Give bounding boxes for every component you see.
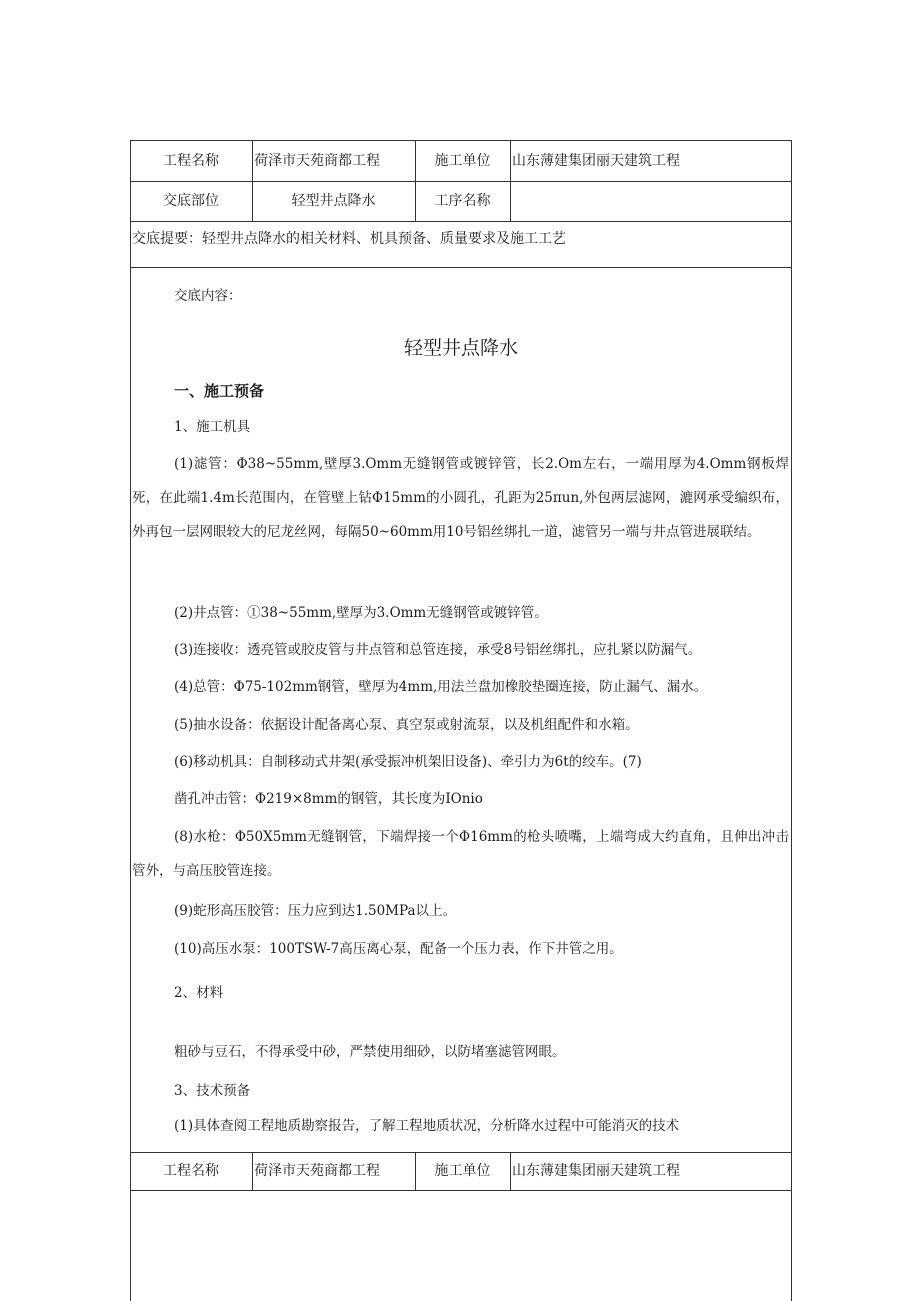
contractor-label: 施工单位 — [434, 1163, 491, 1179]
paragraph: (2)井点管：①38~55mm,壁厚为3.Omm无缝钢管或镀锌管。 — [174, 605, 548, 621]
table-row-divider — [130, 1190, 792, 1191]
table-col-divider — [510, 1152, 511, 1190]
project-name-value: 荷泽市天苑商都工程 — [254, 1163, 380, 1179]
project-name-label: 工程名称 — [163, 1163, 219, 1179]
process-label: 工序名称 — [434, 193, 491, 209]
subsection-heading: 3、技术预备 — [174, 1083, 251, 1099]
section-heading: 一、施工预备 — [174, 382, 265, 400]
table-row-divider — [130, 181, 792, 182]
table-border-top — [130, 140, 792, 141]
table-col-divider — [510, 140, 511, 221]
contractor-value: 山东薄建集团丽天建筑工程 — [512, 1163, 680, 1179]
paragraph: (10)高压水泵：100TSW-7高压离心泵，配备一个压力表，作下井管之用。 — [174, 941, 623, 957]
table-row-divider — [130, 267, 792, 268]
contractor-label: 施工单位 — [434, 153, 491, 169]
document-title: 轻型井点降水 — [403, 337, 518, 359]
paragraph: (1)滤管：Φ38~55mm,壁厚3.Omm无缝钢管或镀锌管，长2.Om左右，一端用厚为4.Omm钢板焊死，在此端1.4m长范围内，在管壁上钻Φ15mm的小圆孔，孔距为25πun,外包两层滤网，漉网承受编织布，外再包一层网眼较大的尼龙丝网，每隔50~60mm用10号铝丝绑扎一道，滤管另一端与井点管进展联结。 — [132, 456, 789, 540]
part-label: 交底部位 — [163, 193, 219, 209]
paragraph: (5)抽水设备：依据设计配备离心泵、真空泵或射流泵，以及机组配件和水箱。 — [174, 717, 639, 733]
paragraph: (9)蛇形高压胶管：压力应到达1.50MPa以上。 — [174, 903, 457, 919]
paragraph: 粗砂与豆石，不得承受中砂，严禁使用细砂，以防堵塞滤管网眼。 — [174, 1044, 566, 1060]
contractor-value: 山东薄建集团丽天建筑工程 — [512, 153, 680, 169]
subsection-heading: 1、施工机具 — [174, 419, 251, 435]
paragraph: (8)水枪：Φ50X5mm无缝钢管，下端焊接一个Φ16mm的枪头喷嘴，上端弯成大约直角，且伸出冲击管外，与高压胶管连接。 — [132, 829, 789, 879]
paragraph: (4)总管：Φ75-102mm钢管，壁厚为4mm,用法兰盘加橡胶垫圈连接，防止漏气、漏水。 — [174, 679, 708, 695]
content-label: 交底内容： — [174, 288, 242, 304]
table-row-divider — [130, 221, 792, 222]
paragraph: (3)连接收：透亮管或胶皮管与井点管和总管连接，承受8号铝丝绑扎，应扎紧以防漏气。 — [174, 642, 702, 658]
table-border-top — [130, 1152, 792, 1153]
table-col-divider — [252, 1152, 253, 1190]
project-name-value: 荷泽市天苑商都工程 — [254, 153, 380, 169]
paragraph: (1)具体查阅工程地质勘察报告，了解工程地质状况，分析降水过程中可能消灭的技术 — [174, 1118, 680, 1134]
project-name-label: 工程名称 — [163, 153, 219, 169]
subsection-heading: 2、材料 — [174, 985, 224, 1001]
paragraph: (6)移动机具：自制移动式井架(承受振冲机架旧设备)、牵引力为6t的绞车。(7) — [174, 754, 642, 770]
summary-text: 交底提要：轻型井点降水的相关材料、机具预备、质量要求及施工工艺 — [132, 231, 566, 247]
paragraph: 凿孔冲击管：Φ219×8mm的钢管，其长度为IOnio — [174, 791, 483, 807]
part-value: 轻型井点降水 — [291, 193, 376, 209]
